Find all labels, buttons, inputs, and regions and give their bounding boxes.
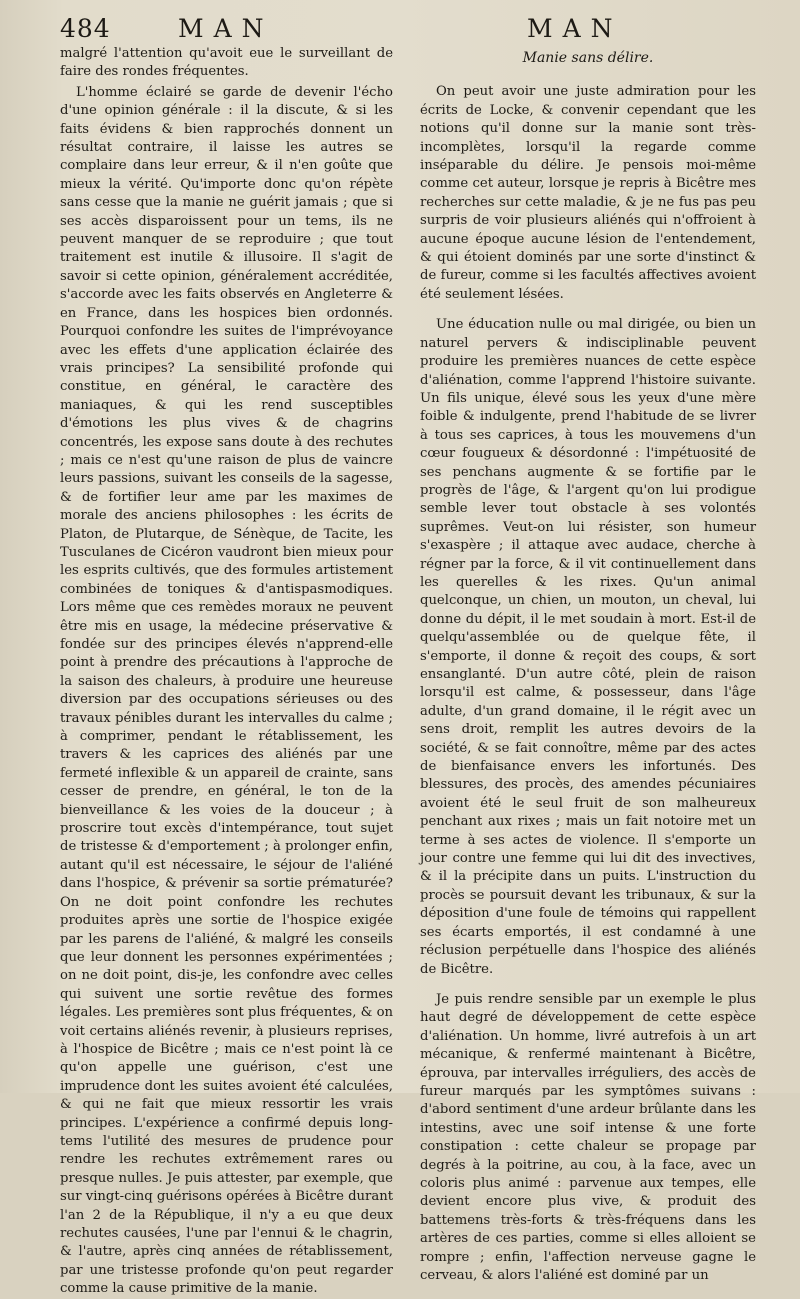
page-header	[0, 10, 800, 46]
paragraph: Je puis rendre sensible par un exemple le plus haut degré de développement de cette espèce d'aliénation. Un homme, livré autrefois à un art mécanique, & renfermé maintenant à Bicêtre, éprouva, par intervalles irréguliers, des accès de fureur marqués par les symptômes suivans : d'abord sentiment d'une ardeur brûlante dans les intestins, avec une soif intense & une forte constipation : cette chaleur se propage par degrés à la poitrine, au cou, à la face, avec un coloris plus animé : parvenue aux tempes, elle devient encore plus vive, & produit des battemens très-forts & très-fréquens dans les artères de ces parties, comme si elles alloient se rompre ; enfin, l'affection nerveuse gagne le cerveau, & alors l'aliéné est dominé par un	[420, 991, 756, 1283]
running-head-right: MAN	[527, 14, 623, 43]
right-column	[420, 45, 756, 1283]
page-number: 484	[60, 14, 111, 43]
paragraph: malgré l'attention qu'avoit eue le surveillant de faire des rondes fréquentes.	[60, 46, 393, 80]
paragraph: Une éducation nulle ou mal dirigée, ou bien un naturel pervers & indisciplinable peuvent produire les premières nuances de cette espèce d'aliénation, comme l'apprend l'histoire suivante. Un fils unique, élevé sous les yeux d'une mère foible & indulgente, prend l'habitude de se livrer à tous ses caprices, à tous les mouvemens d'un cœur fougueux & désordonné : l'impétuosité de ses penchans augmente & se fortifie par le progrès de l'âge, & l'argent qu'on lui prodigue semble lever tout obstacle à ses volontés suprêmes. Veut-on lui résister, son humeur s'exaspère ; il attaque avec audace, cherche à régner par la force, & il vit continuellement dans les querelles & les rixes. Qu'un animal quelconque, un chien, un mouton, un cheval, lui donne du dépit, il le met soudain à mort. Est-il de quelqu'assemblée ou de quelque fête, il s'emporte, il donne & reçoit des coups, & sort ensanglanté. D'un autre côté, plein de raison lorsqu'il est calme, & possesseur, dans l'âge adulte, d'un grand domaine, il le régit avec un sens droit, remplit les autres devoirs de la société, & se fait connoître, même par des actes de bienfaisance envers les infortunés. Des blessures, des procès, des amendes pécuniaires avoient été le seul fruit de son malheureux penchant aux rixes ; mais un fait notoire met un terme à ses actes de violence. Il s'emporte un jour contre une femme qui lui dit des invectives, & il la précipite dans un puits. L'instruction du procès se poursuit devant les tribunaux, & sur la déposition d'une foule de témoins qui rappellent ses écarts emportés, il est condamné à une réclusion perpétuelle dans l'hospice des aliénés de Bicêtre.	[420, 317, 756, 977]
left-column	[60, 45, 393, 1297]
paragraph: L'homme éclairé se garde de devenir l'écho d'une opinion générale : il la discute, & si les faits évidens & bien rapprochés donnent un résultat contraire, il laisse les autres se complaire dans leur erreur, & il n'en goûte que mieux la vérité. Qu'importe donc qu'on répète sans cesse que la manie ne guérit jamais ; que si ses accès disparoissent pour un tems, ils ne peuvent manquer de se reproduire ; que tout traitement est inutile & illusoire. Il s'agit de savoir si cette opinion, généralement accréditée, s'accorde avec les faits observés en Angleterre & en France, dans les hospices bien ordonnés. Pourquoi confondre les suites de l'imprévoyance avec les effets d'une application éclairée des vrais principes? La sensibilité profonde qui constitue, en général, le caractère des maniaques, & qui les rend susceptibles d'émotions les plus vives & de chagrins concentrés, les expose sans doute à des rechutes ; mais ce n'est qu'une raison de plus de vaincre leurs passions, suivant les conseils de la sagesse, & de fortifier leur ame par les maximes de morale des anciens philosophes : les écrits de Platon, de Plutarque, de Sénèque, de Tacite, les Tusculanes de Cicéron vaudront bien mieux pour les esprits cultivés, que des formules artistement combinées de toniques & d'antispasmodiques. Lors même que ces remèdes moraux ne peuvent être mis en usage, la médecine préservative & fondée sur des principes élevés n'apprend-elle point à prendre des précautions à l'approche de la saison des chaleurs, à produire une heureuse diversion par des occupations sérieuses ou des travaux pénibles durant les intervalles du calme ; à comprimer, pendant le rétablissement, les travers & les caprices des aliénés par une fermeté inflexible & un appareil de crainte, sans cesser de prendre, en général, le ton de la bienveillance & les voies de la douceur ; à proscrire tout excès d'intempérance, tout sujet de tristesse & d'emportement ; à prolonger enfin, autant qu'il est nécessaire, le séjour de l'aliéné dans l'hospice, & prévenir sa sortie prématurée? On ne doit point confondre les rechutes produites après une sortie de l'hospice exigée par les parens de l'aliéné, & malgré les conseils que leur donnent les personnes expérimentées ; on ne doit point, dis-je, les confondre avec celles qui suivent une sortie revêtue des formes légales. Les premières sont plus fréquentes, & on voit certains aliénés revenir, à plusieurs reprises, à l'hospice de Bicêtre ; mais ce n'est point là ce qu'on appelle une guérison, c'est une imprudence dont les suites avoient été calculées, & qui ne fait que mieux ressortir les vrais principes. L'expérience a confirmé depuis long-tems l'utilité des mesures de prudence pour rendre les rechutes extrêmement rares ou presque nulles. Je puis attester, par exemple, que sur vingt-cinq guérisons opérées à Bicêtre durant l'an 2 de la République, il n'y a eu que deux rechutes causées, l'une par l'ennui & le chagrin, & l'autre, après cinq années de rétablissement, par une tristesse profonde qu'on peut regarder comme la cause primitive de la manie.	[60, 84, 393, 1297]
running-head-left: MAN	[178, 14, 274, 43]
paragraph: On peut avoir une juste admiration pour les écrits de Locke, & convenir cependant que les notions qu'il donne sur la manie sont très-incomplètes, lorsqu'il la regarde comme inséparable du délire. Je pensois moi-même comme cet auteur, lorsque je repris à Bicêtre mes recherches sur cette maladie, & je ne fus pas peu surpris de voir plusieurs aliénés qui n'offroient à aucune époque aucune lésion de l'entendement, & qui étoient dominés par une sorte d'instinct & de fureur, comme si les facultés affectives avoient été seulement lésées.	[420, 84, 756, 302]
section-subtitle: Manie sans délire.	[522, 50, 654, 66]
